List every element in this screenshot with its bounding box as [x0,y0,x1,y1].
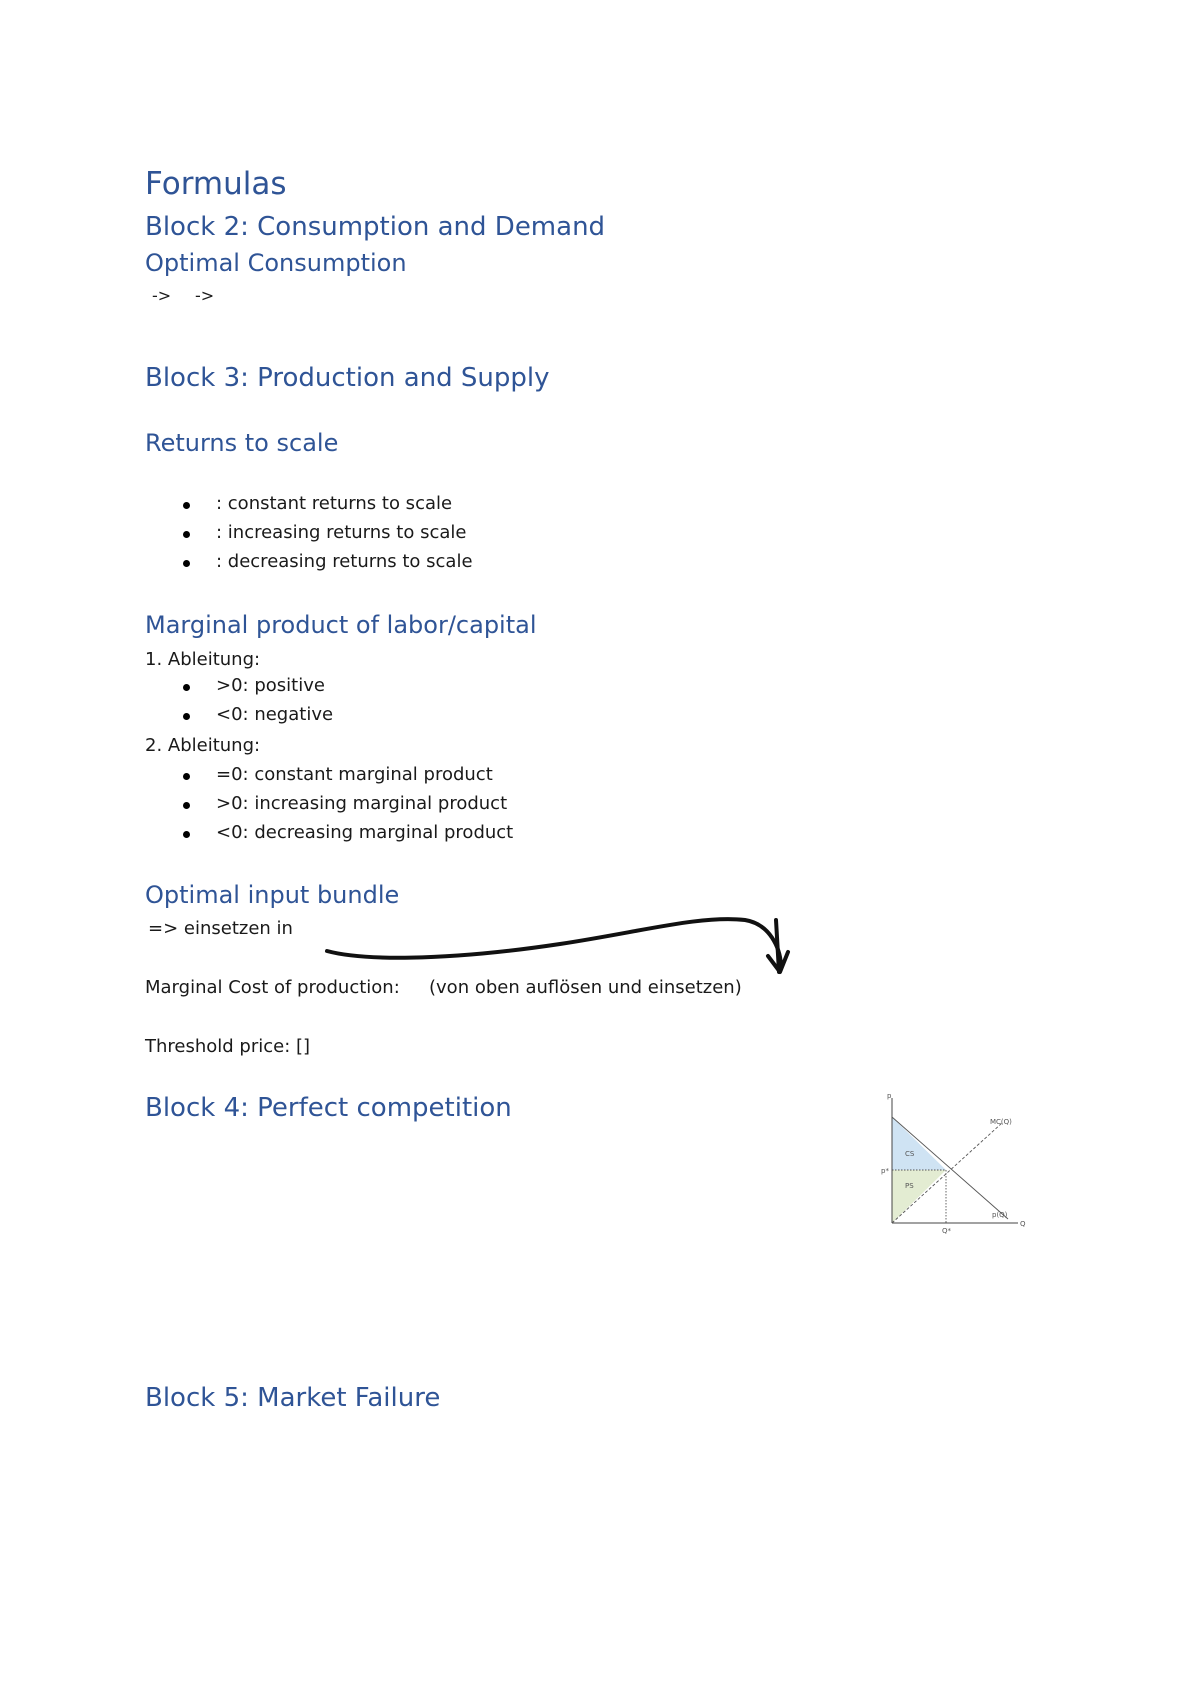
list-item: <0: negative [216,704,334,725]
list-item: : constant returns to scale [216,493,453,514]
supply-demand-figure [880,1090,1030,1235]
returns-to-scale-heading: Returns to scale [145,429,339,457]
x-axis-label: Q [1020,1220,1026,1228]
second-derivative-label: 2. Ableitung: [145,735,261,756]
first-derivative-label: 1. Ableitung: [145,649,261,670]
arrow-text-2: -> [195,286,215,305]
list-item: : decreasing returns to scale [216,551,473,572]
marginal-cost-label: Marginal Cost of production: [145,977,400,998]
block5-heading: Block 5: Market Failure [145,1383,441,1413]
y-axis-label: p [887,1092,892,1100]
einsetzen-text: => einsetzen in [148,918,293,939]
block3-heading: Block 3: Production and Supply [145,363,550,393]
list-item: >0: positive [216,675,325,696]
list-item: >0: increasing marginal product [216,793,508,814]
optimal-input-bundle-heading: Optimal input bundle [145,881,400,909]
demand-label: p(Q) [992,1211,1008,1219]
list-item: <0: decreasing marginal product [216,822,514,843]
supply-label: MC(Q) [990,1118,1012,1126]
consumer-surplus-area [892,1117,946,1170]
list-item: =0: constant marginal product [216,764,493,785]
document-title: Formulas [145,166,287,202]
arrow-text-1: -> [152,286,172,305]
cs-label: CS [905,1150,915,1158]
block4-heading: Block 4: Perfect competition [145,1093,512,1123]
ps-label: PS [905,1182,914,1190]
price-label: p* [881,1167,889,1175]
marginal-product-heading: Marginal product of labor/capital [145,611,537,639]
block2-heading: Block 2: Consumption and Demand [145,212,606,242]
quantity-label: Q* [942,1227,952,1235]
optimal-consumption-heading: Optimal Consumption [145,249,407,277]
marginal-cost-note: (von oben auflösen und einsetzen) [429,977,742,998]
threshold-price: Threshold price: [] [145,1036,311,1057]
list-item: : increasing returns to scale [216,522,467,543]
